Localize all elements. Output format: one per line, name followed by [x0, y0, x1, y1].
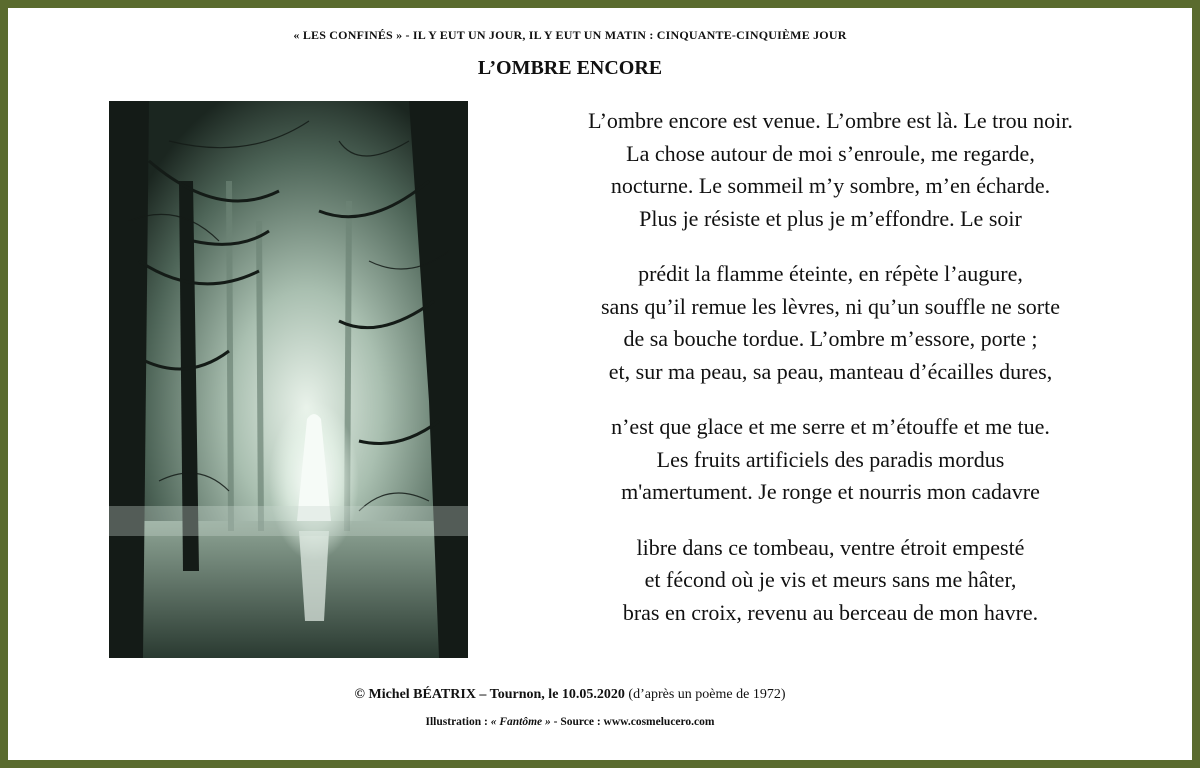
ghost-illustration — [109, 101, 468, 658]
verse-line: nocturne. Le sommeil m’y sombre, m’en écharde. — [610, 173, 1051, 198]
verse-line: m'amertument. Je ronge et nourris mon cadavre — [621, 479, 1040, 504]
verse-line: de sa bouche tordue. L’ombre m’essore, porte ; — [623, 326, 1038, 351]
verse-line: L’ombre encore est venue. L’ombre est là. Le trou noir. — [588, 108, 1073, 133]
verse-line: sans qu’il remue les lèvres, ni qu’un souffle ne sorte — [600, 293, 1061, 319]
poem-title: L’OMBRE ENCORE — [477, 57, 663, 79]
series-title: « LES CONFINÉS » - IL Y EUT UN JOUR, IL Y EUT UN MATIN : CINQUANTE-CINQUIÈME JOUR — [293, 28, 847, 42]
verse-line: Les fruits artificiels des paradis mordus — [656, 446, 1005, 472]
illustration-credit — [8, 716, 1132, 728]
copyright-credit — [8, 687, 1132, 703]
verse-line: et fécond où je vis et meurs sans me hâter, — [644, 567, 1017, 592]
illustration-source: - Source : www.cosmelucero.com — [550, 716, 715, 728]
forest-ghost-image — [109, 101, 468, 658]
verse-line: Plus je résiste et plus je m’effondre. Le soir — [639, 205, 1022, 231]
verse-line: prédit la flamme éteinte, en répète l’augure, — [638, 261, 1023, 286]
author-credit: © Michel BÉATRIX – Tournon, le 10.05.2020 — [354, 687, 625, 702]
verse-line: et, sur ma peau, sa peau, manteau d’écailles dures, — [608, 358, 1053, 384]
verse-line: La chose autour de moi s’enroule, me regarde, — [626, 140, 1035, 166]
stanza-3 — [498, 411, 1163, 509]
page-frame — [8, 8, 1192, 760]
poem-body — [498, 105, 1163, 652]
verse-line: n’est que glace et me serre et m’étouffe et me tue. — [611, 414, 1050, 439]
stanza-1 — [498, 105, 1163, 235]
stanza-2 — [498, 258, 1163, 388]
verse-line: libre dans ce tombeau, ventre étroit empesté — [636, 534, 1025, 560]
credit-note: (d’après un poème de 1972) — [624, 687, 786, 702]
illustration-prefix: Illustration : — [425, 716, 491, 728]
verse-line: bras en croix, revenu au berceau de mon havre. — [622, 599, 1039, 625]
stanza-4 — [498, 532, 1163, 630]
illustration-title: « Fantôme » — [490, 716, 551, 728]
